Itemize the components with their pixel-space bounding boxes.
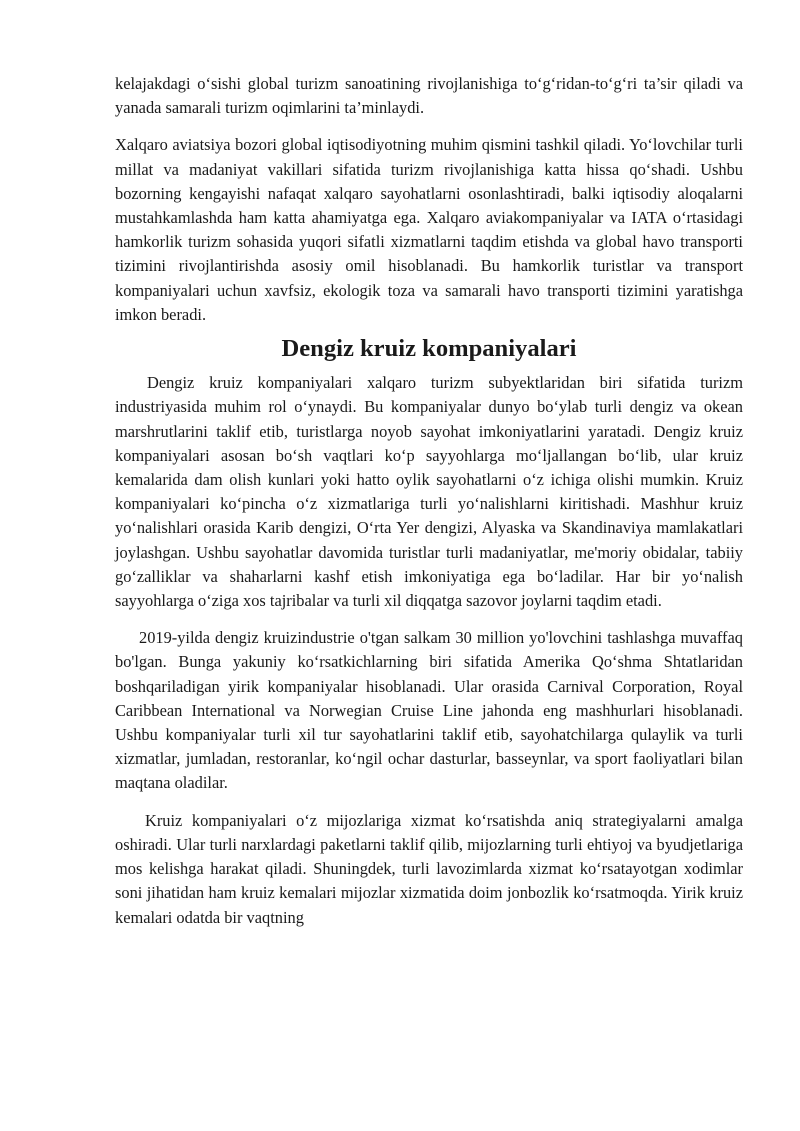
section-heading: Dengiz kruiz kompaniyalari <box>281 335 577 363</box>
paragraph-cruise-overview: Dengiz kruiz kompaniyalari xalqaro turizm subyektlaridan biri sifatida turizm industriyasida muhim rol o‘ynaydi. Bu kompaniyalar dunyo bo‘ylab turli dengiz va okean marshrutlarini taklif etib, turistlarga noyob sayohat imkoniyatlarini yaratadi. Dengiz kruiz kompaniyalari asosan bo‘sh vaqtlari ko‘p sayyohlarga mo‘ljallangan bo‘lib, ular kruiz kemalarida dam olish kunlari yoki hatto oylik sayohatlarni o‘z ichiga olishi mumkin. Kruiz kompaniyalari ko‘pincha o‘z xizmatlariga turli yo‘nalishlarni kiritishadi. Mashhur kruiz yo‘nalishlari orasida Karib dengizi, O‘rta Yer dengizi, Alyaska va Skandinaviya mamlakatlari joylashgan. Ushbu sayohatlar davomida turistlar turli madaniyatlar, me'moriy obidalar, tabiiy go‘zalliklar va shaharlarni kashf etish imkoniyatiga ega bo‘ladilar. Har bir yo‘nalish sayyohlarga o‘ziga xos tajribalar va turli xil diqqatga sazovor joylarni taqdim etadi. <box>115 373 743 611</box>
paragraph-cruise-strategy: Kruiz kompaniyalari o‘z mijozlariga xizmat ko‘rsatishda aniq strategiyalarni amalga oshiradi. Ular turli narxlardagi paketlarni taklif qilib, mijozlarning turli ehtiyoj va byudjetlariga mos kelishga harakat qiladi. Shuningdek, turli lavozimlarda xizmat ko‘rsatayotgan xodimlar soni jihatidan ham kruiz kemalari mijozlar xizmatida doim jonbozlik ko‘rsatmoqda. Yirik kruiz kemalari odatda bir vaqtning <box>115 810 743 927</box>
paragraph-intro-continuation: kelajakdagi o‘sishi global turizm sanoatining rivojlanishiga to‘g‘ridan-to‘g‘ri ta’sir qiladi va yanada samarali turizm oqimlarini ta’minlaydi. <box>115 74 743 118</box>
document-page <box>115 72 743 930</box>
paragraph-aviation-market: Xalqaro aviatsiya bozori global iqtisodiyotning muhim qismini tashkil qiladi. Yo‘lovchilar turli millat va madaniyat vakillari sifatida turizm rivojlanishiga katta hissa qo‘shadi. Ushbu bozorning kengayishi nafaqat xalqaro sayohatlarni osonlashtiradi, balki iqtisodiy aloqalarni mustahkamlashda ham katta ahamiyatga ega. Xalqaro aviakompaniyalar va IATA o‘rtasidagi hamkorlik turizm sohasida yuqori sifatli xizmatlarni taqdim etishda va global havo transporti tizimini rivojlantirishda asosiy omil hisoblanadi. Bu hamkorlik turistlar va transport kompaniyalari uchun xavfsiz, ekologik toza va samarali havo transporti tizimini yaratishga imkon beradi. <box>115 135 743 324</box>
paragraph-cruise-2019: 2019-yilda dengiz kruizindustrie o'tgan salkam 30 million yo'lovchini tashlashga muvaffaq bo'lgan. Bunga yakuniy ko‘rsatkichlarning biri sifatida Amerika Qo‘shma Shtatlaridan boshqariladigan yirik kompaniyalar hisoblanadi. Ular orasida Carnival Corporation, Royal Caribbean International va Norwegian Cruise Line jahonda eng mashhurlari hisoblanadi. Ushbu kompaniyalar turli xil tur sayohatlarini taklif etib, sayohatchilarga qulaylik va turli xizmatlar, jumladan, restoranlar, ko‘ngil ochar dasturlar, basseynlar, va sport faoliyatlari bilan maqtana oladilar. <box>115 628 743 793</box>
